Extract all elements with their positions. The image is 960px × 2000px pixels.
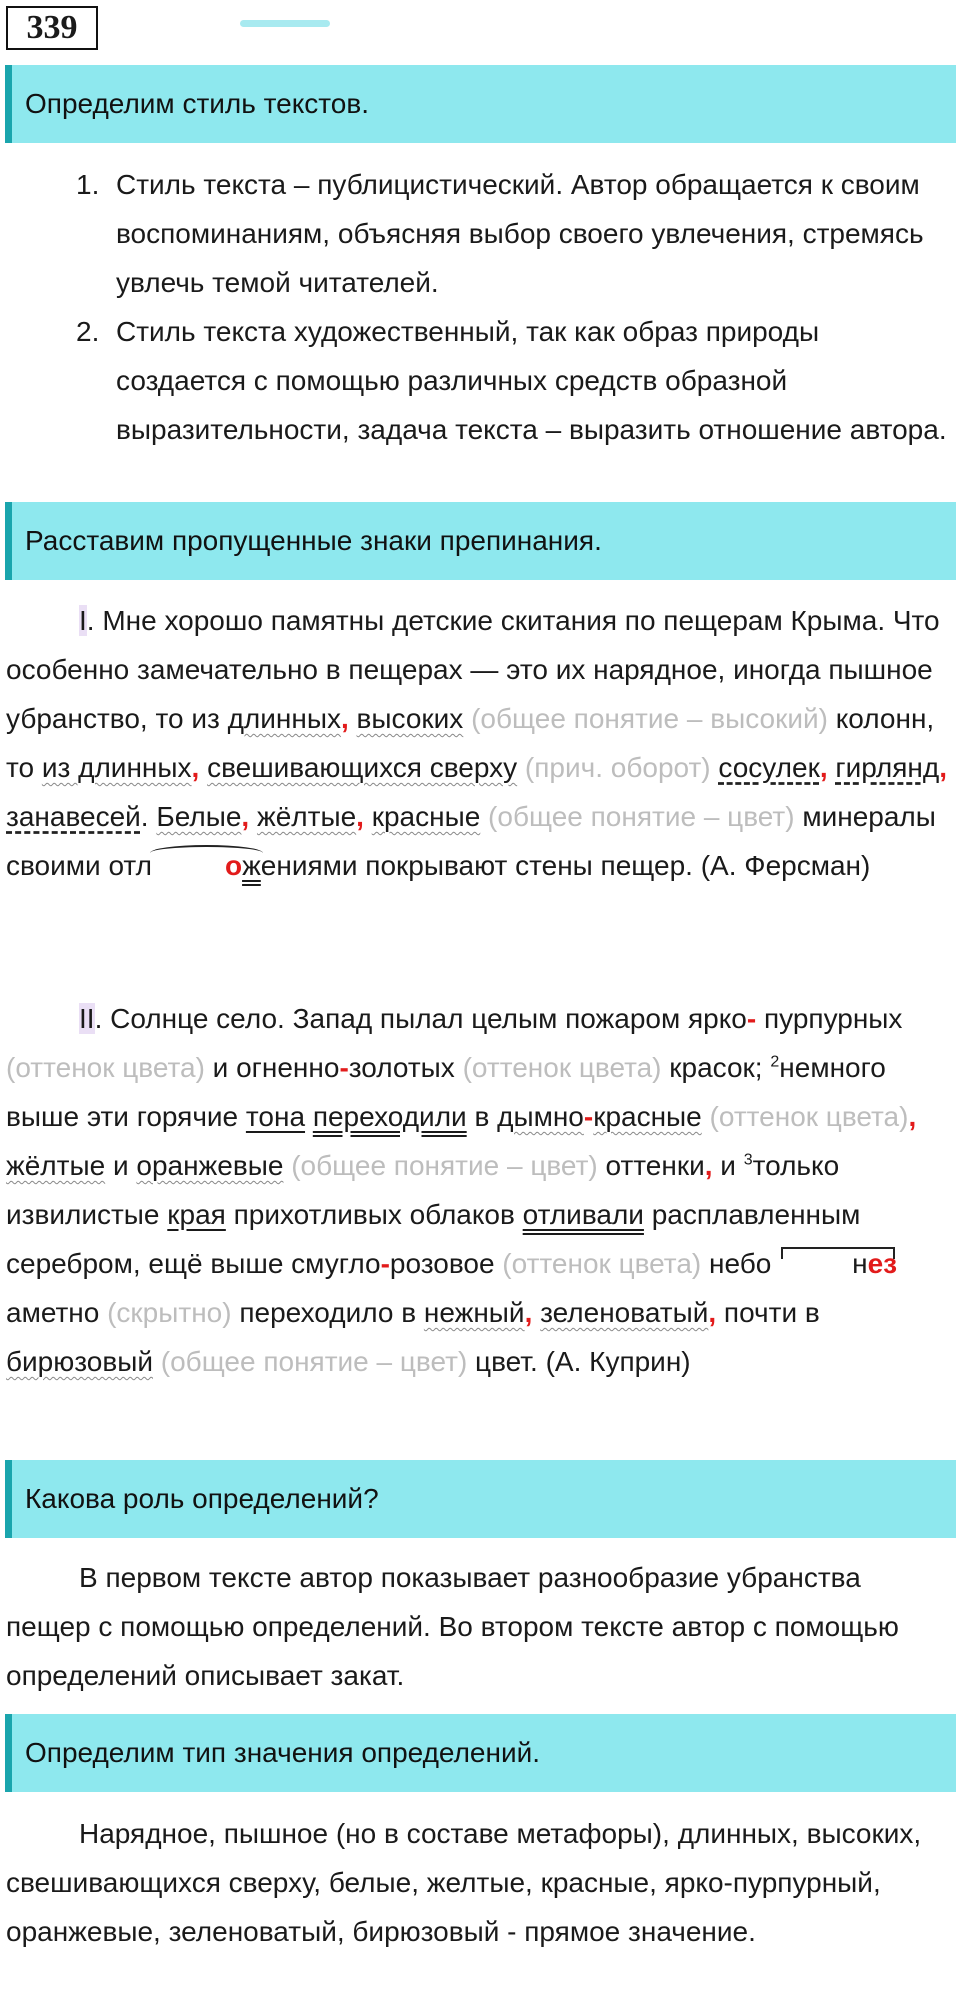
- role-answer: [6, 1553, 952, 1700]
- text-fragment: зеленоватый: [540, 1297, 709, 1328]
- exercise-number: 339: [6, 6, 98, 50]
- text-fragment: (общее понятие – цвет): [283, 1150, 598, 1181]
- text-fragment: переходили: [312, 1101, 467, 1132]
- text-fragment: цвет. (А. Куприн): [467, 1346, 691, 1377]
- text-fragment: прихотливых облаков: [225, 1199, 523, 1230]
- text-fragment: (оттенок цвета): [494, 1248, 702, 1279]
- list-text: Стиль текста художественный, так как образ природы создается с помощью различных средств образной выразительности, задача текста – выразить отношение автора.: [116, 316, 947, 445]
- text-fragment: бирюзовый: [6, 1346, 153, 1377]
- text-fragment: расплавленным серебром, ещё выше смугло: [6, 1199, 861, 1279]
- text-fragment: и огненно: [204, 1052, 340, 1083]
- text-fragment: (оттенок цвета): [701, 1101, 909, 1132]
- text-fragment: ,: [704, 1150, 713, 1181]
- text-two: [6, 994, 952, 1386]
- text-fragment: (общее понятие – высокий): [463, 703, 828, 734]
- text-fragment: золотых: [348, 1052, 455, 1083]
- text-fragment: [532, 1297, 540, 1328]
- text-one-paragraph: [6, 596, 952, 890]
- decorative-line: [240, 20, 330, 27]
- text-fragment: свешивающихся сверху: [207, 752, 518, 783]
- text-fragment: жёлтые: [6, 1150, 106, 1181]
- text-fragment: -: [583, 1101, 594, 1132]
- text-fragment: 2: [770, 1053, 780, 1071]
- list-number: 1.: [76, 169, 100, 200]
- root-arc-mark: [152, 841, 261, 890]
- text-fragment: (скрытно): [99, 1297, 232, 1328]
- text-fragment: гирлянд: [835, 752, 940, 783]
- text-marker: II: [79, 1003, 95, 1034]
- text-fragment: нежный: [423, 1297, 525, 1328]
- text-one: [6, 596, 952, 890]
- text-fragment: небо: [701, 1248, 780, 1279]
- text-fragment: оранжевые: [136, 1150, 284, 1181]
- text-fragment: (оттенок цвета): [454, 1052, 662, 1083]
- role-paragraph: В первом тексте автор показывает разнообразие убранства пещер с помощью определений. Во втором тексте автор с помощью определений описывает закат.: [6, 1562, 899, 1691]
- meaning-answer: [6, 1809, 952, 1956]
- text-fragment: . Солнце село. Запад пылал целым пожаром ярко: [94, 1003, 747, 1034]
- text-fragment: (общее понятие – цвет): [153, 1346, 468, 1377]
- text-fragment: [249, 801, 257, 832]
- text-fragment: ,: [939, 752, 947, 783]
- text-fragment: длинных: [227, 703, 341, 734]
- text-fragment: о: [224, 850, 243, 881]
- text-fragment: и: [712, 1150, 744, 1181]
- text-fragment: ез: [867, 1248, 898, 1279]
- meaning-paragraph: Нарядное, пышное (но в составе метафоры), длинных, высоких, свешивающихся сверху, белые, желтые, красные, ярко-пурпурный, оранжевые, зеленоватый, бирюзовый - прямое значение.: [6, 1818, 922, 1947]
- section-header-meaning: Определим тип значения определений.: [5, 1714, 956, 1792]
- text-fragment: н: [852, 1248, 868, 1279]
- text-fragment: ,: [191, 752, 200, 783]
- text-fragment: ,: [908, 1101, 917, 1132]
- text-fragment: ,: [356, 801, 364, 832]
- text-fragment: занавесей: [6, 801, 141, 832]
- text-fragment: .: [140, 801, 157, 832]
- text-fragment: минералы своими отл: [6, 801, 936, 881]
- text-fragment: . Мне хорошо памятны детские скитания по пещерам Крыма. Что особенно замечательно в пещерах — это их нарядное, иногда пышное убранство, то из: [6, 605, 940, 734]
- text-fragment: ,: [241, 801, 250, 832]
- text-fragment: только извилистые: [6, 1150, 840, 1230]
- text-fragment: жёлтые: [256, 801, 357, 832]
- text-fragment: тона: [245, 1101, 306, 1132]
- text-fragment: [364, 801, 372, 832]
- text-fragment: переходило в: [231, 1297, 424, 1328]
- text-fragment: красок;: [661, 1052, 771, 1083]
- text-fragment: ж: [242, 850, 261, 881]
- text-fragment: (оттенок цвета): [6, 1052, 205, 1083]
- text-fragment: Белые: [156, 801, 242, 832]
- text-fragment: отливали: [522, 1199, 644, 1230]
- text-fragment: края: [167, 1199, 226, 1230]
- text-fragment: оттенки: [597, 1150, 705, 1181]
- text-marker: I: [79, 605, 87, 636]
- text-two-paragraph: [6, 994, 952, 1386]
- text-fragment: ,: [708, 1297, 717, 1328]
- text-fragment: высоких: [356, 703, 464, 734]
- text-fragment: ,: [819, 752, 828, 783]
- styles-list: [0, 160, 960, 454]
- list-item: [0, 307, 952, 454]
- text-fragment: (прич. оборот): [517, 752, 711, 783]
- text-fragment: из длинных: [41, 752, 192, 783]
- text-fragment: 3: [743, 1151, 753, 1169]
- text-fragment: ениями покрывают стены пещер. (А. Ферсман): [260, 850, 871, 881]
- text-fragment: колонн, то: [6, 703, 935, 783]
- list-text: Стиль текста – публицистический. Автор обращается к своим воспоминаниям, объясняя выбор своего увлечения, стремясь увлечь темой читателей.: [116, 169, 924, 298]
- section-header-punctuation: Расставим пропущенные знаки препинания.: [5, 502, 956, 580]
- text-fragment: и: [105, 1150, 137, 1181]
- section-header-role: Какова роль определений?: [5, 1460, 956, 1538]
- text-fragment: ,: [524, 1297, 533, 1328]
- text-fragment: немного выше эти горячие: [6, 1052, 886, 1132]
- text-fragment: -: [380, 1248, 390, 1279]
- text-fragment: розовое: [389, 1248, 495, 1279]
- text-fragment: почти в: [716, 1297, 820, 1328]
- text-fragment: -: [339, 1052, 349, 1083]
- text-fragment: -: [746, 1003, 757, 1034]
- text-fragment: красные: [371, 801, 481, 832]
- text-fragment: сосулек: [718, 752, 820, 783]
- list-item: [0, 160, 952, 307]
- text-fragment: пурпурных: [763, 1003, 903, 1034]
- text-fragment: [305, 1101, 313, 1132]
- text-fragment: аметно: [6, 1297, 100, 1328]
- text-fragment: (общее понятие – цвет): [480, 801, 795, 832]
- prefix-mark: [779, 1239, 897, 1288]
- section-header-style: Определим стиль текстов.: [5, 65, 956, 143]
- text-fragment: дымно: [497, 1101, 584, 1132]
- text-fragment: ,: [340, 703, 349, 734]
- list-number: 2.: [76, 316, 100, 347]
- text-fragment: красные: [593, 1101, 702, 1132]
- text-fragment: в: [466, 1101, 498, 1132]
